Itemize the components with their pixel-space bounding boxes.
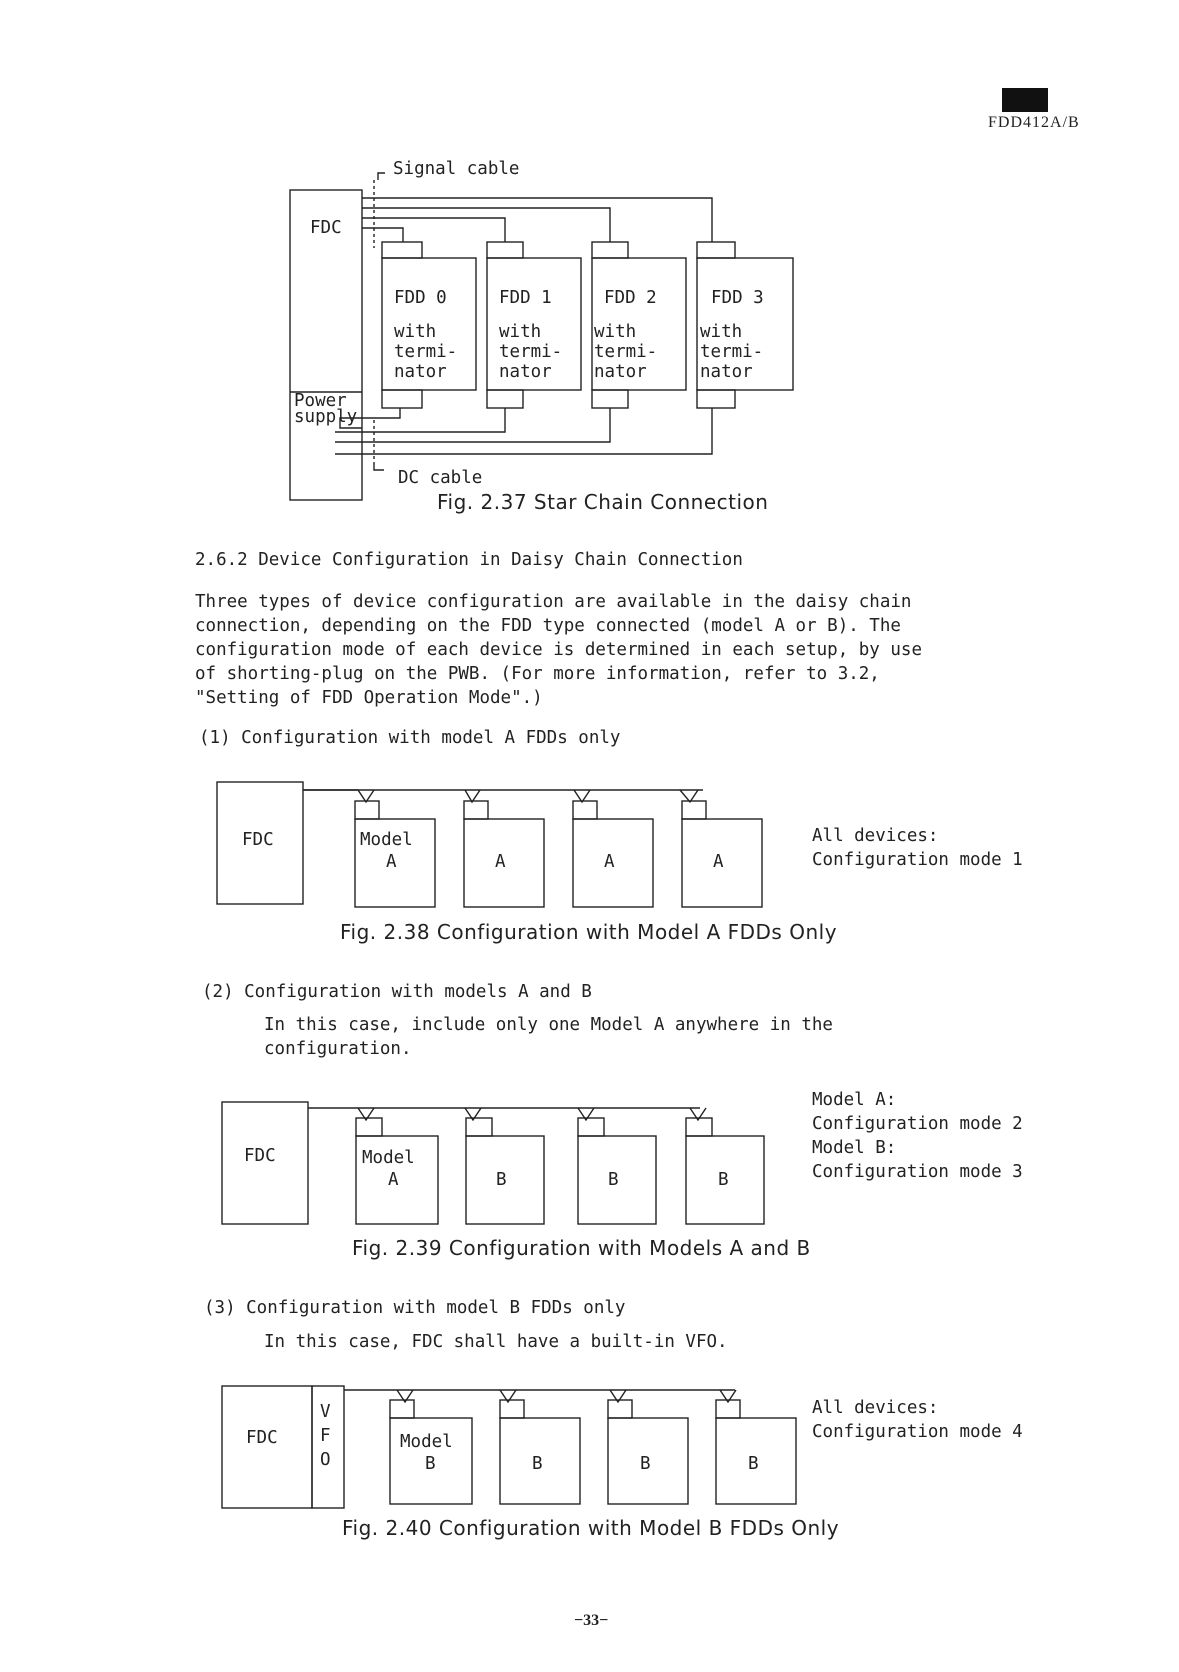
item-1-fdc-label: FDC (242, 830, 274, 850)
figure-2-40-diagram (222, 1386, 796, 1508)
signal-line-fdd0 (362, 228, 403, 242)
fdd0-nator: nator (394, 362, 447, 382)
dc-line-fdd2 (335, 408, 610, 442)
item-2-desc: In this case, include only one Model A anywhere in the configuration. (264, 1015, 833, 1059)
supply-label: supply (294, 407, 358, 427)
dc-line-fdd3 (335, 408, 712, 454)
item-1-note-1: All devices: (812, 826, 939, 846)
item-3-fdc-label: FDC (246, 1428, 278, 1448)
item-3-model-label: Model (400, 1432, 453, 1452)
dc-cable-bracket (374, 462, 384, 470)
signal-line-fdd1 (362, 218, 505, 242)
item-3-label: (3) Configuration with model B FDDs only (204, 1298, 626, 1318)
signal-line-fdd3 (362, 198, 712, 242)
figure-2-39-diagram (222, 1102, 764, 1224)
item-2-drive-1: B (496, 1170, 507, 1190)
item-2-drive-3: B (718, 1170, 729, 1190)
fdd0-termi: termi- (394, 342, 458, 362)
item-2-note-4: Configuration mode 3 (812, 1162, 1023, 1182)
item-1-drive-1: A (495, 852, 506, 872)
fdd3-name: FDD 3 (711, 288, 764, 308)
item-3-desc: In this case, FDC shall have a built-in VFO. (264, 1332, 728, 1352)
figure-2-38-diagram (217, 782, 762, 907)
item-3-drive-1: B (532, 1454, 543, 1474)
fdd3-termi: termi- (700, 342, 764, 362)
item-2-drive-0: A (388, 1170, 399, 1190)
fig-2-40-caption: Fig. 2.40 Configuration with Model B FDDs Only (342, 1516, 840, 1540)
fdd3-with: with (700, 322, 743, 342)
item-2-note-3: Model B: (812, 1138, 897, 1158)
item-1-model-label: Model (360, 830, 413, 850)
fdd3-nator: nator (700, 362, 753, 382)
item-2-drive-2: B (608, 1170, 619, 1190)
signal-line-fdd2 (362, 208, 610, 242)
fig-2-39-caption: Fig. 2.39 Configuration with Models A and B (352, 1236, 811, 1260)
document-code: FDD412A/B (988, 114, 1080, 131)
vfo-letter-f: F (320, 1426, 331, 1446)
dc-cable-label: DC cable (398, 468, 483, 488)
item-2-note-2: Configuration mode 2 (812, 1114, 1023, 1134)
item-1-drive-2: A (604, 852, 615, 872)
page-number: −33− (574, 1612, 609, 1629)
vfo-letter-o: O (320, 1450, 331, 1470)
fdd2-name: FDD 2 (604, 288, 657, 308)
fdd1-termi: termi- (499, 342, 563, 362)
fdd1-with: with (499, 322, 542, 342)
item-2-fdc-label: FDC (244, 1146, 276, 1166)
item-2-note-1: Model A: (812, 1090, 897, 1110)
vfo-letter-v: V (320, 1402, 331, 1422)
item-1-note-2: Configuration mode 1 (812, 850, 1023, 870)
fdd0-with: with (394, 322, 437, 342)
item-2-model-label: Model (362, 1148, 415, 1168)
item-1-drive-3: A (713, 852, 724, 872)
item-3-drive-0: B (425, 1454, 436, 1474)
signal-cable-label: Signal cable (393, 159, 520, 179)
power-label: Power (294, 391, 347, 411)
item-3-drive-3: B (748, 1454, 759, 1474)
item-3-note-1: All devices: (812, 1398, 939, 1418)
item-1-drive-0: A (386, 852, 397, 872)
fdd2-with: with (594, 322, 637, 342)
fdd2-termi: termi- (594, 342, 658, 362)
fig-2-38-caption: Fig. 2.38 Configuration with Model A FDDs Only (340, 920, 838, 944)
fig-2-37-caption: Fig. 2.37 Star Chain Connection (437, 490, 769, 514)
item-2-label: (2) Configuration with models A and B (202, 982, 592, 1002)
fdc-label: FDC (310, 218, 342, 238)
item-1-label: (1) Configuration with model A FDDs only (199, 728, 621, 748)
section-paragraph: Three types of device configuration are available in the daisy chain connection, depending on the FDD type connected (model A or B). The configuration mode of each device is determined in each setup, by use of shorting-plug on the PWB. (For more information, refer to 3.2, "Setting of FDD Operation Mode".) (195, 592, 922, 708)
section-heading: 2.6.2 Device Configuration in Daisy Chain Connection (195, 550, 743, 570)
fdd1-name: FDD 1 (499, 288, 552, 308)
fdd1-nator: nator (499, 362, 552, 382)
fdd2-nator: nator (594, 362, 647, 382)
item-3-note-2: Configuration mode 4 (812, 1422, 1023, 1442)
item-3-drive-2: B (640, 1454, 651, 1474)
fdd0-name: FDD 0 (394, 288, 447, 308)
signal-cable-bracket (378, 173, 385, 180)
